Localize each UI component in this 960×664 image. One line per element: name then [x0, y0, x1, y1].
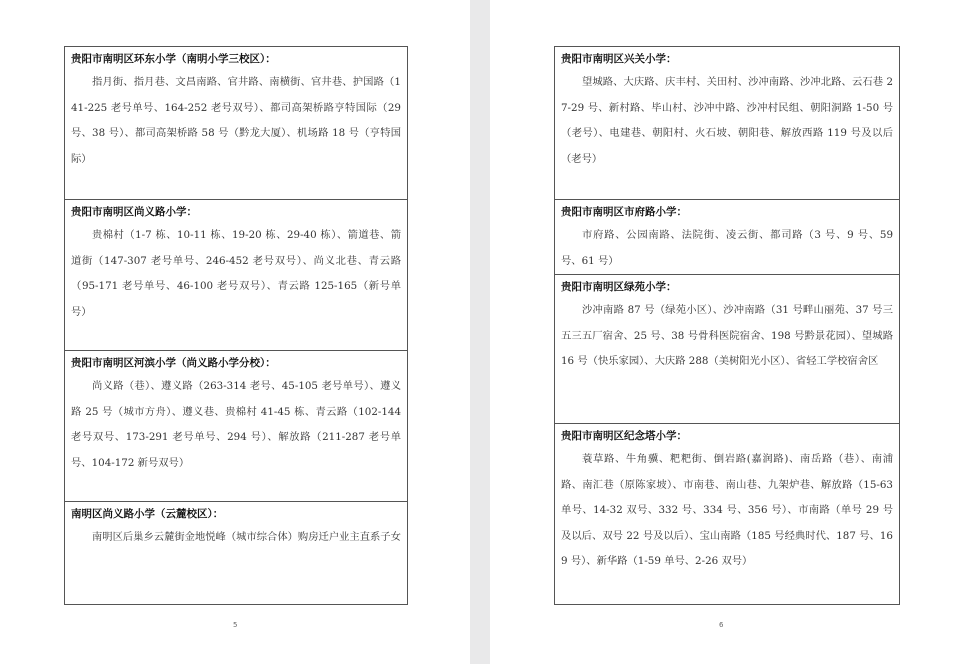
enrollment-area: 市府路、公园南路、法院街、凌云街、都司路（3 号、9 号、59 号、61 号） [561, 229, 893, 267]
table-row [555, 200, 899, 275]
enrollment-area: 蓑草路、牛角骥、粑粑街、倒岩路(嘉润路)、南岳路（巷）、南浦路、南汇巷（原陈家坡）、市南巷、南山巷、九架炉巷、解放路（15-63 单号、14-32 双号、332 号、334 号、356 号）、市南路（单号 29 号及以后、双号 22 号及以后）、宝山南路（185 号经典时代、187 号、169 号）、新华路（1-59 单号、2-26 双号） [561, 453, 893, 567]
school-name: 贵阳市南明区兴关小学： [561, 53, 677, 65]
enrollment-area: 尚义路（巷）、遵义路（263-314 老号、45-105 老号单号）、遵义路 25 号（城市方舟）、遵义巷、贵棉村 41-45 栋、青云路（102-144 老号双号、173-291 老号单号、294 号）、解放路（211-287 老号单号、104-172 新号双号） [71, 380, 401, 469]
table-row [65, 47, 407, 200]
page-6 [490, 0, 960, 664]
enrollment-area: 望城路、大庆路、庆丰村、关田村、沙冲南路、沙冲北路、云石巷 27-29 号、新村路、毕山村、沙冲中路、沙冲村民组、朝阳洞路 1-50 号（老号）、电建巷、朝阳村、火石坡、朝阳巷、解放西路 119 号及以后（老号） [561, 76, 893, 165]
table-row [555, 424, 899, 604]
table-row [555, 47, 899, 200]
school-name: 南明区尚义路小学（云麓校区）： [71, 508, 224, 520]
table-row [65, 351, 407, 502]
school-district-table [64, 46, 408, 605]
enrollment-area: 指月街、指月巷、文昌南路、官井路、南横街、官井巷、护国路（141-225 老号单号、164-252 老号双号）、都司高架桥路亨特国际（29 号、38 号）、都司高架桥路 58 号（黔龙大厦）、机场路 18 号（亨特国际） [71, 76, 401, 165]
enrollment-area: 贵棉村（1-7 栋、10-11 栋、19-20 栋、29-40 栋）、箭道巷、箭道街（147-307 老号单号、246-452 老号双号）、尚义北巷、青云路（95-171 老号单号、46-100 老号双号）、青云路 125-165（新号单号） [71, 229, 401, 318]
school-name: 贵阳市南明区绿苑小学： [561, 281, 677, 293]
page-5 [0, 0, 470, 664]
enrollment-area: 沙冲南路 87 号（绿苑小区）、沙冲南路（31 号畔山丽苑、37 号三五三五厂宿舍、25 号、38 号骨科医院宿舍、198 号黔景花园）、望城路 16 号（快乐家园）、大庆路 288（美树阳光小区）、省轻工学校宿舍区 [561, 304, 893, 367]
school-name: 贵阳市南明区市府路小学： [561, 206, 687, 218]
table-row [65, 200, 407, 351]
table-row [555, 275, 899, 424]
enrollment-area: 南明区后巢乡云麓街金地悦峰（城市综合体）购房迁户业主直系子女 [92, 531, 401, 543]
page-gutter [470, 0, 490, 664]
school-name: 贵阳市南明区纪念塔小学： [561, 430, 687, 442]
table-row [65, 502, 407, 604]
school-name: 贵阳市南明区环东小学（南明小学三校区）： [71, 53, 276, 65]
page-number: 6 [719, 621, 724, 629]
school-name: 贵阳市南明区河滨小学（尚义路小学分校）： [71, 357, 276, 369]
page-number: 5 [233, 621, 238, 629]
school-district-table [554, 46, 900, 605]
school-name: 贵阳市南明区尚义路小学： [71, 206, 197, 218]
